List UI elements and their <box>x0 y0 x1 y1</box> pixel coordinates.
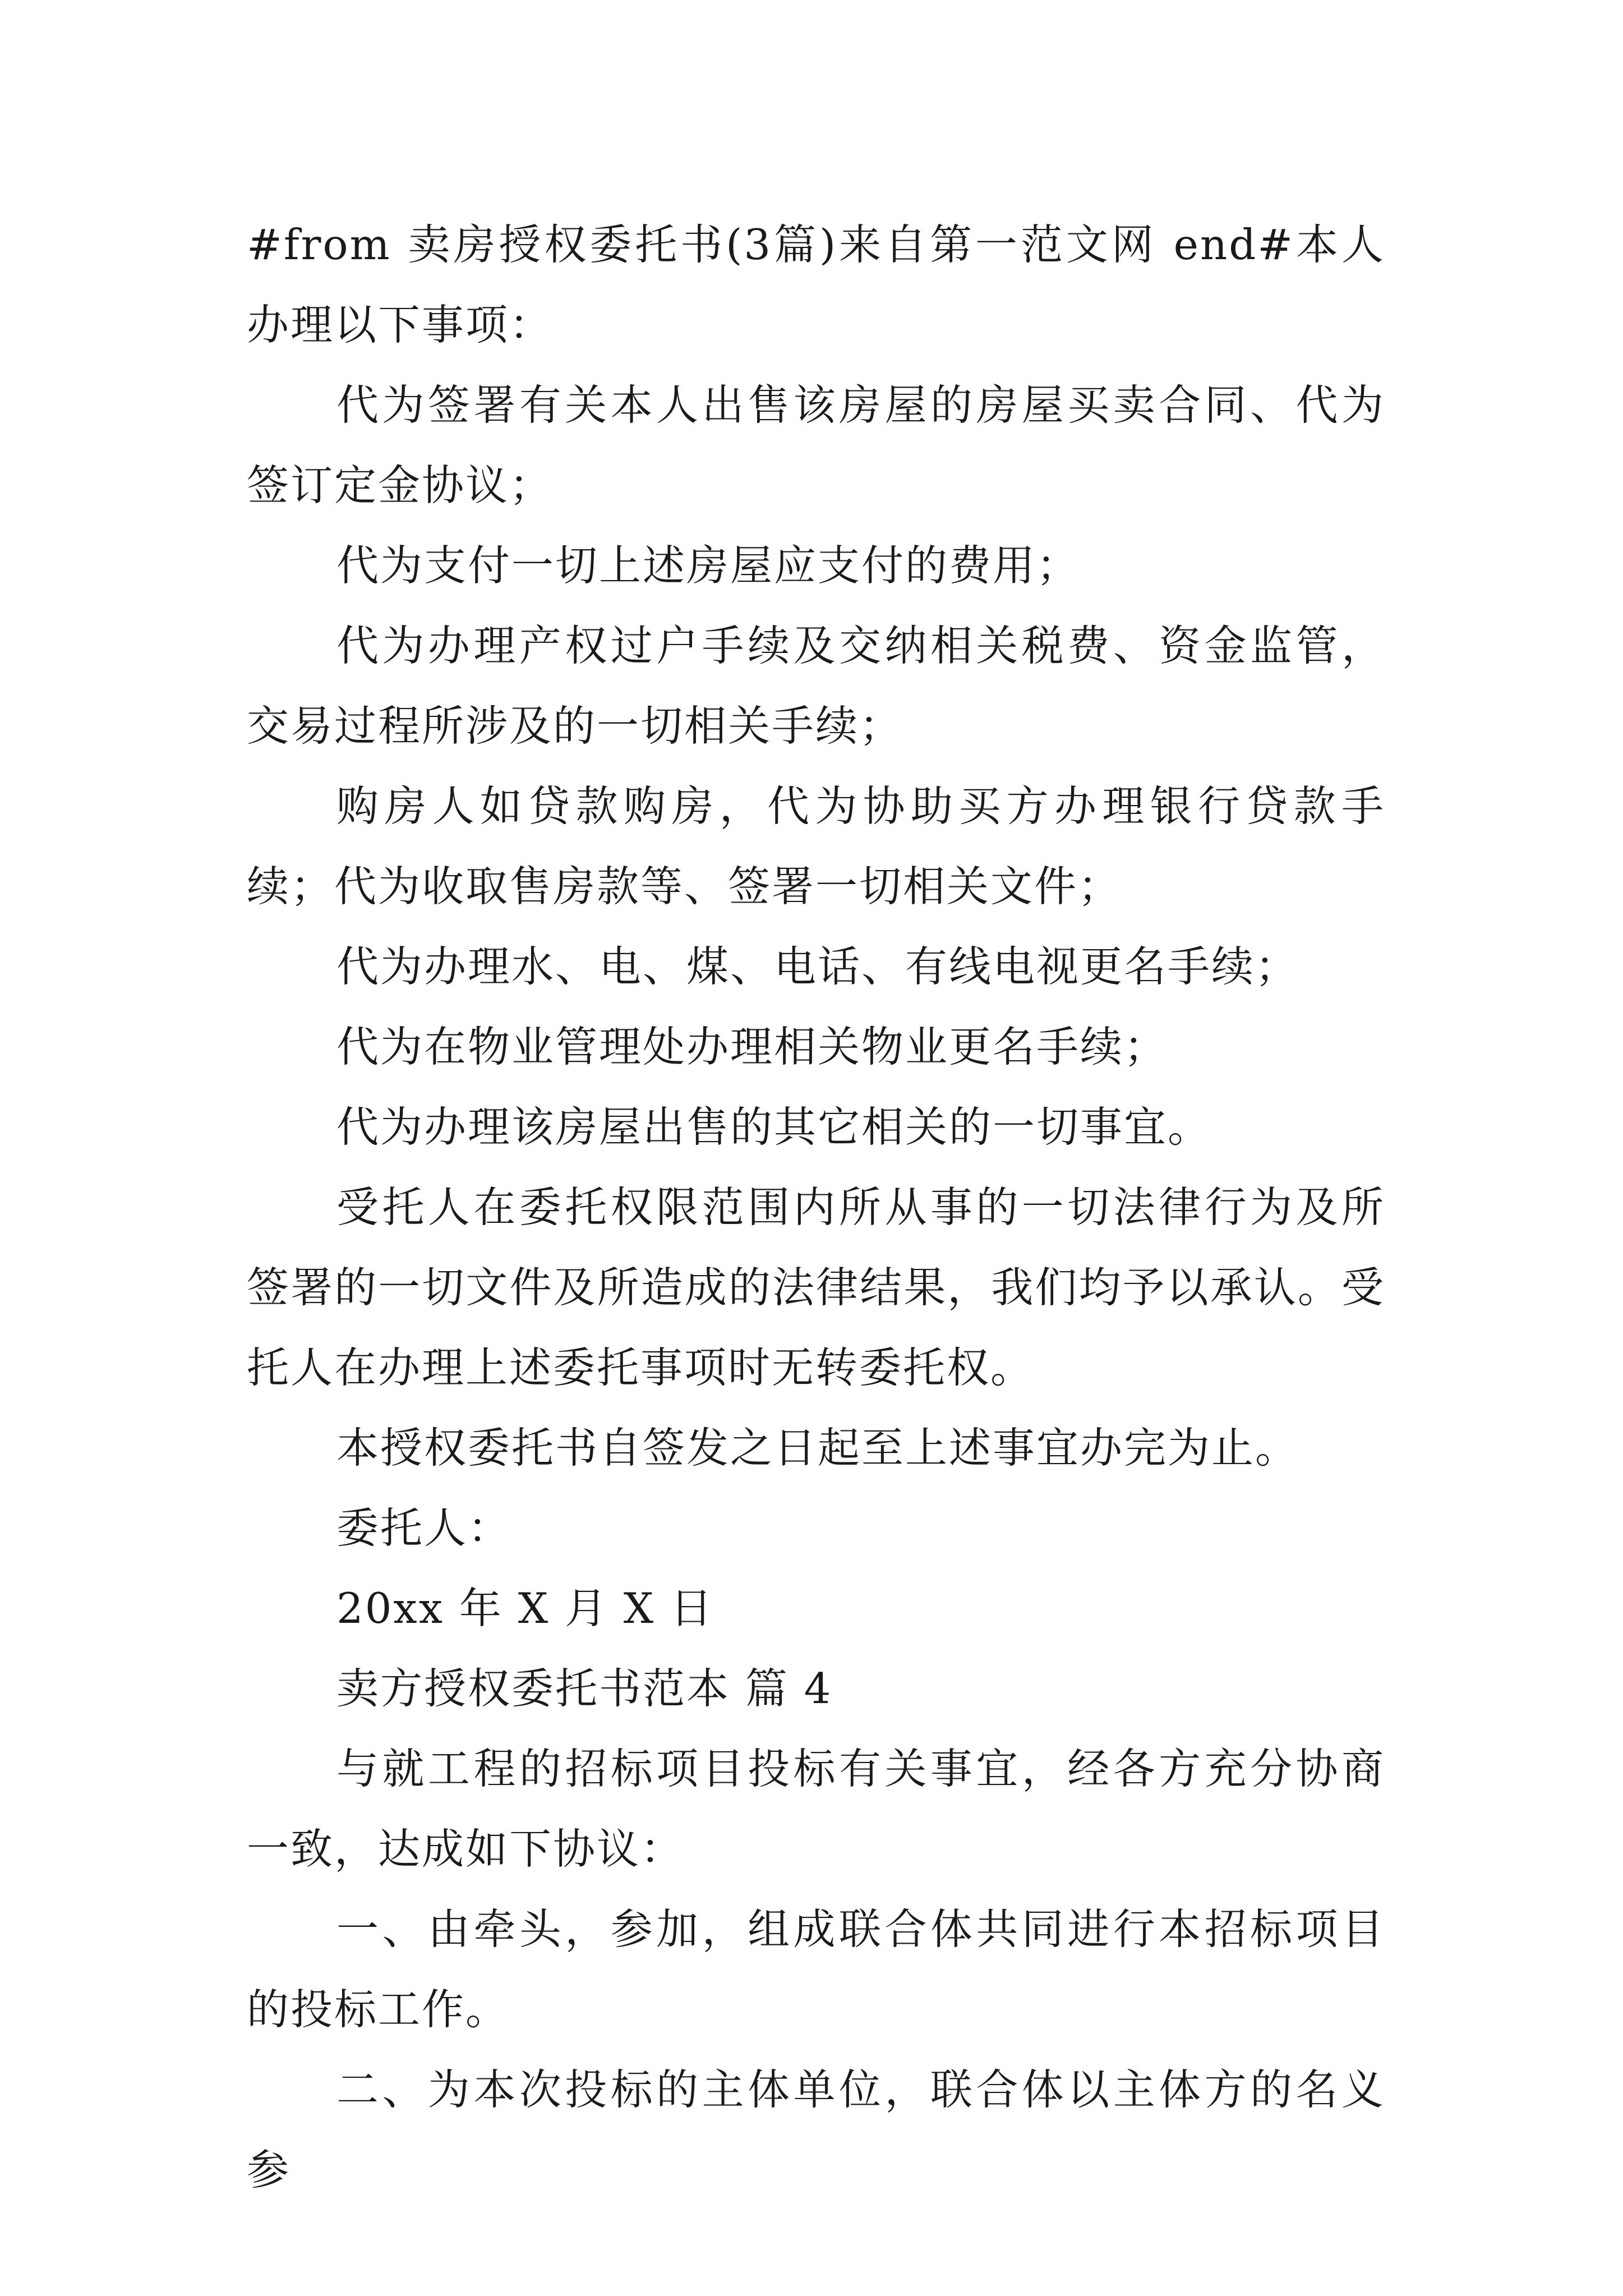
paragraph-date: 20xx 年 X 月 X 日 <box>336 1584 714 1633</box>
paragraph-item-transfer: 代为办理产权过户手续及交纳相关税费、资金监管，交易过程所涉及的一切相关手续； <box>247 621 1385 751</box>
paragraph-item-other: 代为办理该房屋出售的其它相关的一切事宜。 <box>336 1102 1212 1152</box>
paragraph-item-property-mgmt: 代为在物业管理处办理相关物业更名手续； <box>336 1022 1168 1071</box>
paragraph-item-pay-fees: 代为支付一切上述房屋应支付的费用； <box>336 541 1081 590</box>
paragraph-item-sign-contract: 代为签署有关本人出售该房屋的房屋买卖合同、代为签订定金协议； <box>247 380 1385 510</box>
document-body <box>247 205 1385 2210</box>
paragraph-section-title: 卖方授权委托书范本 篇 4 <box>336 1664 833 1713</box>
paragraph-item-loan: 购房人如贷款购房，代为协助买方办理银行贷款手续；代为收取售房款等、签署一切相关文件； <box>247 781 1385 911</box>
paragraph-item-utilities: 代为办理水、电、煤、电话、有线电视更名手续； <box>336 942 1299 991</box>
paragraph-agreement-intro: 与就工程的招标项目投标有关事宜，经各方充分协商一致，达成如下协议： <box>247 1744 1385 1874</box>
paragraph-clause-one: 一、由牵头，参加，组成联合体共同进行本招标项目的投标工作。 <box>247 1904 1385 2034</box>
paragraph-intro: #from 卖房授权委托书(3篇)来自第一范文网 end#本人办理以下事项： <box>247 220 1385 349</box>
paragraph-validity: 本授权委托书自签发之日起至上述事宜办完为止。 <box>336 1423 1299 1473</box>
paragraph-clause-two: 二、为本次投标的主体单位，联合体以主体方的名义参 <box>247 2065 1385 2194</box>
paragraph-principal: 委托人： <box>336 1503 512 1553</box>
paragraph-legal-effect: 受托人在委托权限范围内所从事的一切法律行为及所签署的一切文件及所造成的法律结果，我们均予以承认。受托人在办理上述委托事项时无转委托权。 <box>247 1182 1385 1392</box>
